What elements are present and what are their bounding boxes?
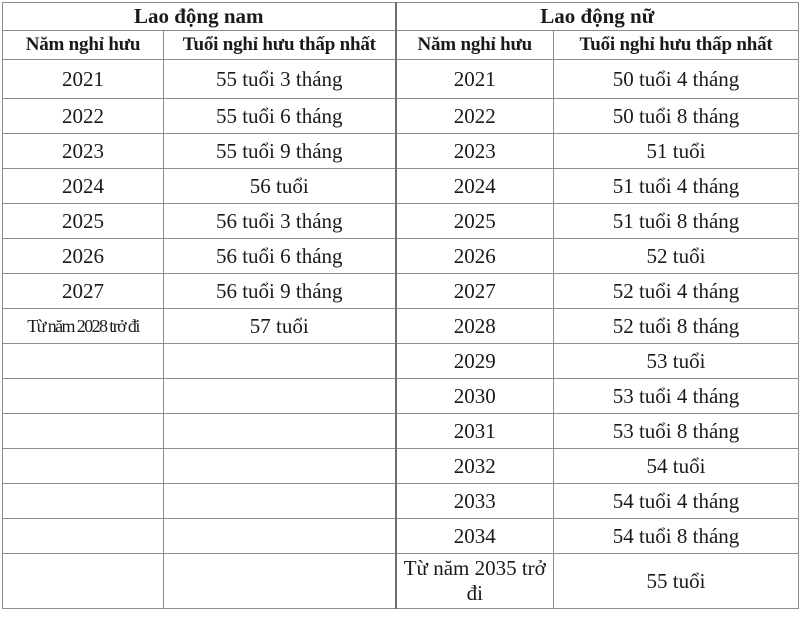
- male-group-header: Lao động nam: [3, 3, 396, 31]
- female-age-cell: 51 tuổi 8 tháng: [554, 204, 799, 239]
- empty-cell: [164, 554, 396, 609]
- female-year-cell: 2028: [396, 309, 554, 344]
- table-row: [3, 60, 799, 99]
- female-age-cell: 52 tuổi 8 tháng: [554, 309, 799, 344]
- column-header-row: [3, 31, 799, 60]
- female-age-cell: 55 tuổi: [554, 554, 799, 609]
- empty-cell: [3, 344, 164, 379]
- female-age-cell: 51 tuổi: [554, 134, 799, 169]
- male-age-cell: 57 tuổi: [164, 309, 396, 344]
- female-year-cell: 2034: [396, 519, 554, 554]
- female-age-cell: 54 tuổi 8 tháng: [554, 519, 799, 554]
- female-year-cell: 2031: [396, 414, 554, 449]
- male-age-cell: 56 tuổi: [164, 169, 396, 204]
- empty-cell: [3, 554, 164, 609]
- empty-cell: [164, 484, 396, 519]
- male-year-cell: Từ năm 2028 trở đi: [3, 309, 164, 344]
- male-year-cell: 2027: [3, 274, 164, 309]
- male-age-cell: 55 tuổi 6 tháng: [164, 99, 396, 134]
- empty-cell: [3, 519, 164, 554]
- female-year-cell: 2026: [396, 239, 554, 274]
- male-age-cell: 56 tuổi 6 tháng: [164, 239, 396, 274]
- male-year-column-header: Năm nghỉ hưu: [3, 31, 164, 60]
- male-age-cell: 55 tuổi 3 tháng: [164, 60, 396, 99]
- empty-cell: [164, 344, 396, 379]
- empty-cell: [3, 379, 164, 414]
- table-row: [3, 99, 799, 134]
- female-age-cell: 52 tuổi 4 tháng: [554, 274, 799, 309]
- male-year-cell: 2026: [3, 239, 164, 274]
- table-row: [3, 134, 799, 169]
- table-row: [3, 204, 799, 239]
- empty-cell: [164, 414, 396, 449]
- female-age-cell: 53 tuổi 4 tháng: [554, 379, 799, 414]
- female-year-cell: 2030: [396, 379, 554, 414]
- table-row: [3, 344, 799, 379]
- male-year-cell: 2022: [3, 99, 164, 134]
- empty-cell: [164, 519, 396, 554]
- female-age-cell: 53 tuổi: [554, 344, 799, 379]
- table-row: [3, 169, 799, 204]
- empty-cell: [3, 484, 164, 519]
- empty-cell: [164, 379, 396, 414]
- female-year-cell: 2032: [396, 449, 554, 484]
- female-age-cell: 53 tuổi 8 tháng: [554, 414, 799, 449]
- table-row: [3, 274, 799, 309]
- table-row: [3, 309, 799, 344]
- female-age-cell: 54 tuổi 4 tháng: [554, 484, 799, 519]
- table-row: [3, 414, 799, 449]
- female-year-cell: 2027: [396, 274, 554, 309]
- table-row: [3, 379, 799, 414]
- female-year-cell: 2022: [396, 99, 554, 134]
- female-year-cell: 2021: [396, 60, 554, 99]
- table-row: [3, 239, 799, 274]
- female-year-cell: Từ năm 2035 trở đi: [396, 554, 554, 609]
- female-year-cell: 2023: [396, 134, 554, 169]
- table-row: [3, 449, 799, 484]
- male-age-cell: 56 tuổi 9 tháng: [164, 274, 396, 309]
- male-year-cell: 2023: [3, 134, 164, 169]
- female-age-cell: 51 tuổi 4 tháng: [554, 169, 799, 204]
- male-year-cell: 2025: [3, 204, 164, 239]
- female-age-cell: 50 tuổi 4 tháng: [554, 60, 799, 99]
- empty-cell: [3, 414, 164, 449]
- male-age-cell: 56 tuổi 3 tháng: [164, 204, 396, 239]
- female-age-column-header: Tuổi nghỉ hưu thấp nhất: [554, 31, 799, 60]
- empty-cell: [164, 449, 396, 484]
- empty-cell: [3, 449, 164, 484]
- female-age-cell: 50 tuổi 8 tháng: [554, 99, 799, 134]
- table-row: [3, 484, 799, 519]
- table-row: [3, 519, 799, 554]
- female-year-cell: 2029: [396, 344, 554, 379]
- female-age-cell: 52 tuổi: [554, 239, 799, 274]
- male-age-column-header: Tuổi nghỉ hưu thấp nhất: [164, 31, 396, 60]
- female-year-cell: 2033: [396, 484, 554, 519]
- table-row: [3, 554, 799, 609]
- male-year-cell: 2024: [3, 169, 164, 204]
- female-year-cell: 2024: [396, 169, 554, 204]
- male-age-cell: 55 tuổi 9 tháng: [164, 134, 396, 169]
- female-group-header: Lao động nữ: [396, 3, 799, 31]
- male-year-cell: 2021: [3, 60, 164, 99]
- female-year-cell: 2025: [396, 204, 554, 239]
- group-header-row: [3, 3, 799, 31]
- retirement-age-table: [2, 2, 799, 609]
- female-age-cell: 54 tuổi: [554, 449, 799, 484]
- female-year-column-header: Năm nghỉ hưu: [396, 31, 554, 60]
